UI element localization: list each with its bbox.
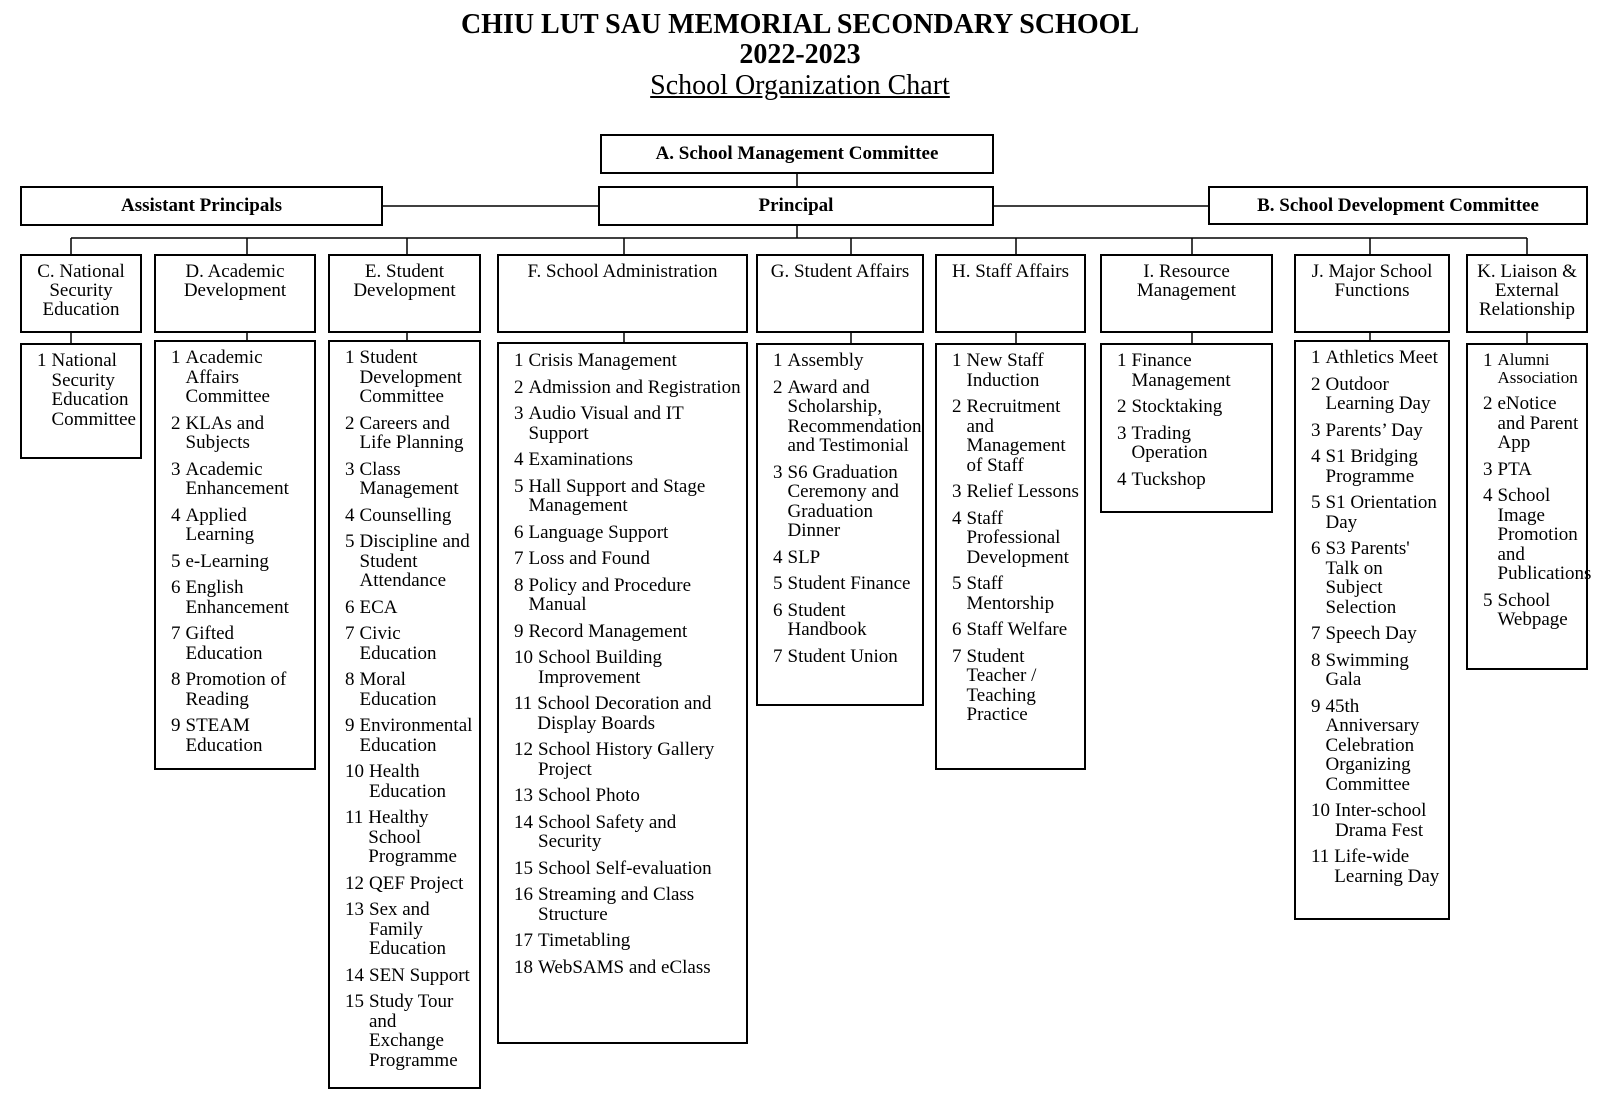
department-list-f <box>497 342 748 1044</box>
list-item <box>773 351 918 371</box>
item-number: 2 <box>1483 393 1493 414</box>
list-item <box>514 576 742 615</box>
item-number: 3 <box>345 458 355 480</box>
department-header-g <box>756 254 924 333</box>
list-item <box>1311 421 1444 441</box>
list-item <box>345 624 475 663</box>
item-number: 7 <box>514 548 524 569</box>
item-text: Language Support <box>528 521 669 543</box>
list-item <box>345 808 475 867</box>
item-text: Student Handbook <box>787 599 867 640</box>
item-text: Assembly <box>787 350 864 371</box>
item-number: 2 <box>171 412 181 434</box>
list-item <box>345 762 475 801</box>
item-number: 10 <box>1311 800 1330 821</box>
item-text: Finance Management <box>1131 350 1231 391</box>
item-text: Life-wide Learning Day <box>1334 846 1440 887</box>
item-text: New Staff Induction <box>966 350 1044 391</box>
item-text: Crisis Management <box>528 350 677 371</box>
department-title-k: K. Liaison & External Relationship <box>1477 261 1577 320</box>
item-text: Loss and Found <box>528 548 650 569</box>
department-header-e <box>328 254 481 333</box>
list-item <box>514 622 742 642</box>
item-text: Discipline and Student Attendance <box>359 531 470 591</box>
item-number: 7 <box>952 645 962 667</box>
item-number: 2 <box>345 412 355 434</box>
item-number: 2 <box>773 376 783 398</box>
item-number: 11 <box>345 807 364 828</box>
list-item <box>514 648 742 687</box>
item-text: S6 Graduation Ceremony and Graduation Dinner <box>787 461 899 541</box>
item-number: 7 <box>773 645 783 667</box>
school-management-committee-box <box>600 134 994 174</box>
item-text: Promotion of Reading <box>185 669 287 710</box>
item-text: Applied Learning <box>185 504 255 545</box>
department-title-h: H. Staff Affairs <box>952 261 1069 282</box>
item-number: 3 <box>1117 422 1127 444</box>
list-item <box>171 414 310 453</box>
list-item <box>1117 424 1267 463</box>
item-number: 13 <box>345 899 364 920</box>
item-number: 8 <box>171 669 181 690</box>
item-number: 7 <box>1311 623 1321 644</box>
school-development-committee-label: B. School Development Committee <box>1257 195 1539 216</box>
department-list-d <box>154 340 316 770</box>
department-header-i <box>1100 254 1273 333</box>
item-number: 2 <box>1311 373 1321 395</box>
item-text: Civic Education <box>359 623 437 664</box>
list-item <box>345 670 475 709</box>
item-number: 1 <box>1311 347 1321 368</box>
item-text: Careers and Life Planning <box>359 412 464 453</box>
list-item <box>345 966 475 986</box>
department-list-h <box>935 343 1086 770</box>
department-list-e <box>328 340 481 1089</box>
item-number: 15 <box>514 857 533 879</box>
department-title-f: F. School Administration <box>527 261 718 282</box>
list-item <box>514 450 742 470</box>
item-text: Study Tour and Exchange Programme <box>369 991 458 1071</box>
list-item <box>514 477 742 516</box>
item-text: Athletics Meet <box>1325 347 1438 368</box>
list-item <box>1311 651 1444 690</box>
department-title-i: I. Resource Management <box>1136 261 1237 301</box>
list-item <box>952 574 1080 613</box>
item-number: 5 <box>773 573 783 594</box>
list-item <box>1311 801 1444 840</box>
item-number: 9 <box>514 620 524 642</box>
item-number: 8 <box>345 669 355 690</box>
item-text: Moral Education <box>359 669 437 710</box>
item-number: 1 <box>345 347 355 368</box>
item-text: Outdoor Learning Day <box>1325 373 1431 414</box>
list-item <box>1311 697 1444 795</box>
list-item <box>345 532 475 591</box>
item-number: 6 <box>773 599 783 621</box>
item-text: School History Gallery Project <box>538 739 715 780</box>
item-text: eNotice and Parent App <box>1497 393 1579 453</box>
item-number: 3 <box>952 481 962 502</box>
list-item <box>37 351 136 429</box>
item-number: 11 <box>1311 846 1330 867</box>
list-item <box>1117 397 1267 417</box>
list-item <box>952 509 1080 568</box>
item-number: 12 <box>514 739 533 760</box>
list-item <box>1311 493 1444 532</box>
list-item <box>773 574 918 594</box>
item-number: 7 <box>345 623 355 644</box>
item-number: 3 <box>514 403 524 424</box>
list-item <box>773 548 918 568</box>
item-text: Healthy School Programme <box>368 807 457 867</box>
item-text: Recruitment and Management of Staff <box>966 396 1066 476</box>
list-item <box>171 552 310 572</box>
list-item <box>514 931 742 951</box>
item-number: 5 <box>1311 492 1321 513</box>
item-text: Tuckshop <box>1131 468 1206 490</box>
list-item <box>514 859 742 879</box>
list-item <box>952 647 1080 725</box>
item-text: S1 Bridging Programme <box>1325 446 1418 487</box>
item-text: KLAs and Subjects <box>185 412 265 453</box>
item-number: 6 <box>171 577 181 598</box>
item-text: National Security Education Committee <box>51 350 136 430</box>
item-number: 4 <box>345 504 355 526</box>
item-text: Relief Lessons <box>966 481 1079 502</box>
item-text: Record Management <box>528 620 688 642</box>
item-number: 2 <box>952 396 962 417</box>
item-number: 4 <box>773 546 783 568</box>
department-header-k <box>1466 254 1588 333</box>
list-item <box>1483 591 1582 630</box>
item-text: Streaming and Class Structure <box>538 884 695 925</box>
department-list-i <box>1100 343 1273 513</box>
item-number: 4 <box>1117 468 1127 490</box>
list-item <box>1311 624 1444 644</box>
list-item <box>514 351 742 371</box>
list-item <box>171 670 310 709</box>
principal-label: Principal <box>758 195 834 216</box>
item-number: 1 <box>773 350 783 371</box>
item-text: S3 Parents' Talk on Subject Selection <box>1325 538 1410 618</box>
item-text: Hall Support and Stage Management <box>528 475 706 516</box>
item-number: 5 <box>171 550 181 572</box>
list-item <box>1483 460 1582 480</box>
list-item <box>952 482 1080 502</box>
item-number: 5 <box>345 531 355 552</box>
principal-box <box>598 186 994 226</box>
item-number: 4 <box>952 507 962 529</box>
list-item <box>171 578 310 617</box>
department-title-g: G. Student Affairs <box>770 261 910 282</box>
list-item <box>514 813 742 852</box>
item-text: Admission and Registration <box>528 376 741 398</box>
item-text: School Decoration and Display Boards <box>537 693 712 734</box>
list-item <box>171 348 310 407</box>
item-text: Staff Mentorship <box>966 573 1055 614</box>
item-number: 12 <box>345 872 364 894</box>
list-item <box>1311 847 1444 886</box>
list-item <box>514 523 742 543</box>
department-header-f <box>497 254 748 333</box>
list-item <box>345 460 475 499</box>
school-development-committee-box <box>1208 186 1588 225</box>
list-item <box>171 624 310 663</box>
item-text: Gifted Education <box>185 623 263 664</box>
chart-subtitle: School Organization Chart <box>650 70 950 101</box>
item-number: 1 <box>171 347 181 368</box>
department-header-d <box>154 254 316 333</box>
item-number: 1 <box>37 350 47 371</box>
item-number: 11 <box>514 693 533 714</box>
item-text: PTA <box>1497 458 1532 480</box>
item-text: Student Development Committee <box>359 347 462 407</box>
list-item <box>345 716 475 755</box>
list-item <box>171 460 310 499</box>
item-number: 4 <box>514 449 524 470</box>
department-header-j <box>1294 254 1450 333</box>
list-item <box>952 620 1080 640</box>
item-text: Health Education <box>369 761 447 802</box>
list-item <box>773 463 918 541</box>
list-item <box>171 506 310 545</box>
item-number: 9 <box>345 715 355 736</box>
list-item <box>1311 375 1444 414</box>
item-number: 4 <box>171 504 181 526</box>
page-header <box>0 10 1600 102</box>
school-year: 2022-2023 <box>739 39 861 70</box>
department-list-j <box>1294 340 1450 920</box>
list-item <box>1483 485 1592 584</box>
item-text: Alumni Association <box>1497 350 1578 387</box>
assistant-principals-box <box>20 186 383 226</box>
list-item <box>773 647 918 667</box>
item-text: QEF Project <box>369 872 464 894</box>
department-list-g <box>756 343 924 706</box>
item-number: 14 <box>345 964 364 986</box>
item-number: 14 <box>514 811 533 833</box>
item-text: School Safety and Security <box>538 811 677 852</box>
list-item <box>1311 348 1444 368</box>
item-text: Award and Scholarship, Recommendation and Testimonial <box>787 376 922 456</box>
item-number: 2 <box>514 376 524 398</box>
item-number: 1 <box>1117 350 1127 371</box>
item-number: 10 <box>345 761 364 782</box>
item-text: School Image Promotion and Publications <box>1497 485 1592 584</box>
item-text: School Photo <box>538 785 640 806</box>
item-number: 1 <box>514 350 524 371</box>
item-number: 15 <box>345 991 364 1012</box>
department-header-c <box>20 254 142 333</box>
item-text: English Enhancement <box>185 577 289 618</box>
item-number: 3 <box>1483 458 1493 480</box>
assistant-principals-label: Assistant Principals <box>121 195 282 216</box>
list-item <box>952 351 1080 390</box>
school-management-committee-label: A. School Management Committee <box>655 143 939 164</box>
item-number: 10 <box>514 647 533 668</box>
list-item <box>514 740 742 779</box>
item-text: Staff Professional Development <box>966 507 1069 568</box>
list-item <box>514 694 742 733</box>
item-number: 3 <box>171 458 181 480</box>
list-item <box>171 716 310 755</box>
department-header-h <box>935 254 1086 333</box>
item-number: 7 <box>171 623 181 644</box>
item-text: School Building Improvement <box>538 647 663 688</box>
list-item <box>345 414 475 453</box>
list-item <box>1311 539 1444 617</box>
item-number: 9 <box>171 715 181 736</box>
item-text: S1 Orientation Day <box>1325 492 1437 533</box>
item-number: 5 <box>952 573 962 594</box>
department-title-c: C. National Security Education <box>37 261 125 320</box>
item-number: 3 <box>773 461 783 483</box>
department-title-e: E. Student Development <box>353 261 456 301</box>
item-number: 2 <box>1117 396 1127 417</box>
item-text: Inter-school Drama Fest <box>1335 800 1427 841</box>
item-number: 5 <box>514 475 524 497</box>
item-text: Stocktaking <box>1131 396 1223 417</box>
school-name: CHIU LUT SAU MEMORIAL SECONDARY SCHOOL <box>460 9 1140 40</box>
item-text: SEN Support <box>369 964 470 986</box>
item-number: 8 <box>1311 649 1321 671</box>
list-item <box>345 900 475 959</box>
item-text: Timetabling <box>538 930 631 951</box>
item-text: 45th Anniversary Celebration Organizing Committee <box>1325 695 1420 795</box>
item-text: School Webpage <box>1497 589 1568 630</box>
department-list-k <box>1466 343 1592 670</box>
list-item <box>514 885 742 924</box>
list-item <box>345 348 475 407</box>
item-number: 6 <box>952 619 962 640</box>
item-text: WebSAMS and eClass <box>538 956 711 978</box>
item-number: 17 <box>514 930 533 951</box>
item-text: SLP <box>787 546 821 568</box>
item-number: 9 <box>1311 695 1321 717</box>
list-item <box>773 376 922 456</box>
item-text: Environmental Education <box>359 715 473 756</box>
list-item <box>345 506 475 526</box>
list-item <box>514 549 742 569</box>
item-text: School Self-evaluation <box>538 857 712 879</box>
item-number: 3 <box>1311 419 1321 441</box>
item-number: 1 <box>952 350 962 371</box>
item-number: 8 <box>514 574 524 596</box>
item-text: Trading Operation <box>1131 422 1208 463</box>
item-text: STEAM Education <box>185 715 263 756</box>
list-item <box>514 404 742 443</box>
item-text: Student Union <box>787 645 898 667</box>
item-text: e-Learning <box>185 550 269 572</box>
item-number: 5 <box>1483 589 1493 611</box>
item-text: Counselling <box>359 504 452 526</box>
item-number: 18 <box>514 956 533 978</box>
item-text: Audio Visual and IT Support <box>528 403 684 444</box>
item-text: Sex and Family Education <box>369 899 447 959</box>
item-number: 1 <box>1483 350 1493 371</box>
list-item <box>773 601 918 640</box>
list-item <box>345 598 475 618</box>
item-text: Academic Affairs Committee <box>185 347 270 407</box>
item-text: Student Finance <box>787 573 911 594</box>
item-text: Academic Enhancement <box>185 458 289 499</box>
list-item <box>1311 447 1444 486</box>
item-number: 6 <box>345 596 355 618</box>
item-number: 16 <box>514 884 533 905</box>
list-item <box>514 786 742 806</box>
list-item <box>345 874 475 894</box>
item-number: 6 <box>1311 538 1321 559</box>
item-number: 6 <box>514 521 524 543</box>
item-text: Swimming Gala <box>1325 649 1409 690</box>
item-number: 4 <box>1311 446 1321 467</box>
item-text: Parents’ Day <box>1325 419 1423 441</box>
item-number: 13 <box>514 785 533 806</box>
list-item <box>345 992 475 1070</box>
item-text: Examinations <box>528 449 633 470</box>
item-text: Policy and Procedure Manual <box>528 574 692 615</box>
list-item <box>1117 351 1267 390</box>
list-item <box>1483 351 1582 387</box>
list-item <box>952 397 1080 475</box>
item-number: 4 <box>1483 485 1493 506</box>
list-item <box>514 958 742 978</box>
list-item <box>1117 470 1267 490</box>
department-title-j: J. Major School Functions <box>1311 261 1433 301</box>
list-item <box>1483 394 1582 453</box>
item-text: Staff Welfare <box>966 619 1068 640</box>
item-text: Student Teacher / Teaching Practice <box>966 645 1037 725</box>
department-title-d: D. Academic Development <box>183 261 287 301</box>
item-text: ECA <box>359 596 398 618</box>
item-text: Class Management <box>359 458 459 499</box>
item-text: Speech Day <box>1325 623 1417 644</box>
department-list-c <box>20 343 142 459</box>
list-item <box>514 378 742 398</box>
